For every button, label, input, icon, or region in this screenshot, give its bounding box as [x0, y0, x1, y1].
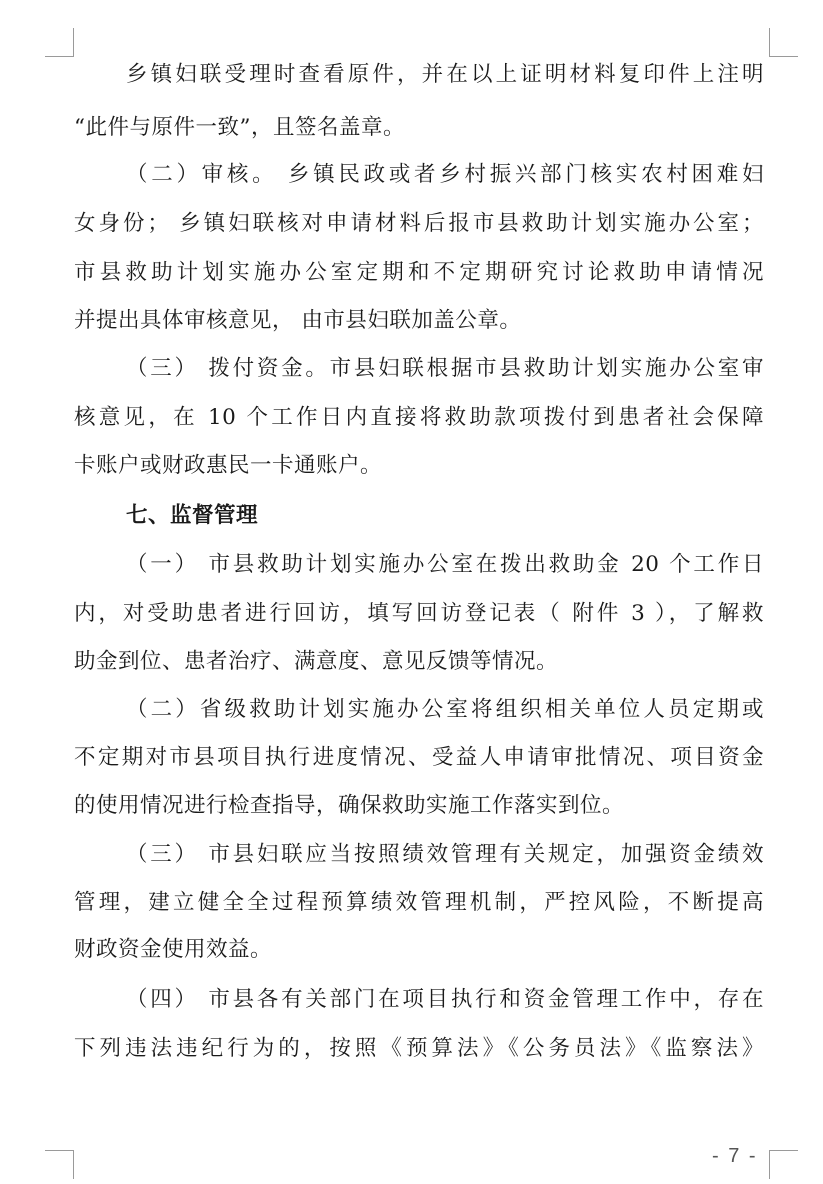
- paragraph-line: （一） 市县救助计划实施办公室在拨出救助金 20 个工作日: [126, 552, 764, 577]
- text-line: 市县救助计划实施办公室定期和不定期研究讨论救助申请情况: [74, 260, 764, 285]
- text-line: 女身份； 乡镇妇联核对申请材料后报市县救助计划实施办公室；: [74, 211, 764, 236]
- text-line: 并提出具体审核意见， 由市县妇联加盖公章。: [74, 308, 522, 333]
- section-heading: 七、监督管理: [126, 503, 259, 528]
- paragraph-line: （四） 市县各有关部门在项目执行和资金管理工作中，存在: [126, 987, 764, 1012]
- text-line: 乡镇妇联受理时查看原件，并在以上证明材料复印件上注明: [126, 62, 764, 87]
- paragraph-line: （二）审核。 乡镇民政或者乡村振兴部门核实农村困难妇: [126, 162, 764, 187]
- crop-mark-top-right: [769, 28, 798, 57]
- text-line: 助金到位、患者治疗、满意度、意见反馈等情况。: [74, 649, 559, 674]
- paragraph-line: （三） 市县妇联应当按照绩效管理有关规定，加强资金绩效: [126, 842, 764, 867]
- text-line: 核意见，在 10 个工作日内直接将救助款项拨付到患者社会保障: [74, 405, 764, 430]
- text-line: 内，对受助患者进行回访，填写回访登记表（ 附件 3 ），了解救: [74, 601, 764, 626]
- crop-mark-top-left: [45, 28, 74, 57]
- paragraph-line: （二）省级救助计划实施办公室将组织相关单位人员定期或: [126, 697, 764, 722]
- crop-mark-bottom-left: [45, 1150, 74, 1179]
- crop-mark-bottom-right: [769, 1150, 798, 1179]
- page-number: - 7 -: [712, 1145, 758, 1167]
- text-line: 不定期对市县项目执行进度情况、受益人申请审批情况、项目资金: [74, 745, 764, 770]
- text-line: 的使用情况进行检查指导，确保救助实施工作落实到位。: [74, 793, 625, 818]
- text-line: “此件与原件一致”，且签名盖章。: [74, 115, 405, 140]
- text-line: 卡账户或财政惠民一卡通账户。: [74, 453, 383, 478]
- paragraph-line: （三） 拨付资金。市县妇联根据市县救助计划实施办公室审: [126, 356, 764, 381]
- text-line: 财政资金使用效益。: [74, 937, 273, 962]
- text-line: 管理，建立健全全过程预算绩效管理机制，严控风险，不断提高: [74, 890, 764, 915]
- text-line: 下列违法违纪行为的，按照《预算法》《公务员法》《监察法》: [74, 1036, 764, 1061]
